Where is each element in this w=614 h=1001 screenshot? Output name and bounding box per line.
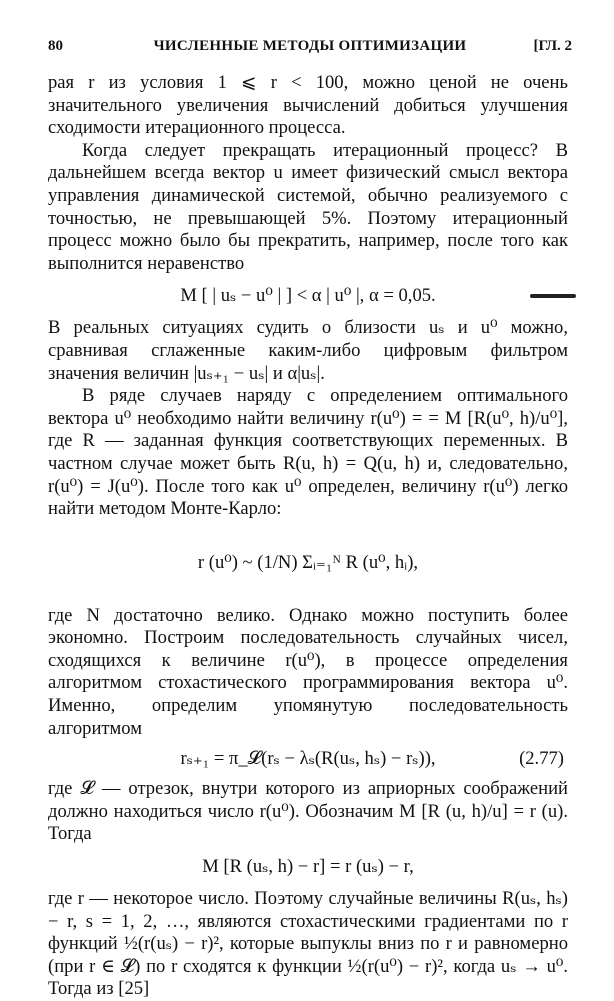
chapter-label: [ГЛ. 2 <box>533 38 572 54</box>
paragraph-continuation: рая r из условия 1 ⩽ r < 100, можно ценой не очень значительного увеличения вычислений добиться улучшения сходимости итерационного процесса. <box>48 72 568 139</box>
paragraph-stopping-criterion: Когда следует прекращать итерационный процесс? В дальнейшем всегда вектор u имеет физический смысл вектора управления динамической системой, обычно реализуемого с точностью, не превышающей 5%. Поэтому итерационный процесс можно было бы прекратить, например, после того как выполнится неравенство <box>48 139 568 274</box>
paragraph-sequence: где N достаточно велико. Однако можно поступить более экономно. Построим последовательность случайных чисел, сходящихся к величине r(u⁰), в процессе определения алгоритмом стохастического программирования вектора u⁰. Именно, определим упомянутую последовательность алгоритмом <box>48 604 568 739</box>
paragraph-gradients: где r — некоторое число. Поэтому случайные величины R(uₛ, hₛ) − r, s = 1, 2, …, являются стохастическими градиентами по r функций ½(r(uₛ) − r)², которые выпуклы вниз по r и равномерно (при r ∈ 𝓛) по r сходятся к функции ½(r(u⁰) − r)², когда uₛ → u⁰. Тогда из [25] <box>48 888 568 1000</box>
monte-carlo-text: r (u⁰) ~ (1/N) Σᵢ₌₁ᴺ R (u⁰, hᵢ), <box>197 551 419 573</box>
page-body <box>48 72 568 1001</box>
running-header <box>48 38 572 60</box>
algorithm-text: rₛ₊₁ = π_𝓛(rₛ − λₛ(R(uₛ, hₛ) − rₛ)), <box>180 748 436 770</box>
inequality-text: M [ | uₛ − u⁰ | ] < α | u⁰ |, α = 0,05. <box>180 285 436 307</box>
monte-carlo-formula <box>48 521 568 605</box>
expectation-formula <box>48 846 568 888</box>
page-number: 80 <box>48 38 63 54</box>
paragraph-segment: где 𝓛 — отрезок, внутри которого из априорных соображений должно находиться число r(u⁰). Обозначим M [R (u, h)/u] = r (u). Тогда <box>48 778 568 845</box>
print-smudge <box>530 294 576 298</box>
paragraph-real-situations: В реальных ситуациях судить о близости uₛ и u⁰ можно, сравнивая сглаженные каким-либо цифровым фильтром значения величин |uₛ₊₁ − uₛ| и α|uₛ|. <box>48 317 568 384</box>
inequality-formula <box>48 275 568 317</box>
algorithm-formula <box>48 740 568 778</box>
header-title: ЧИСЛЕННЫЕ МЕТОДЫ ОПТИМИЗАЦИИ <box>153 38 467 54</box>
expectation-text: M [R (uₛ, h) − r] = r (uₛ) − r, <box>202 856 414 878</box>
equation-number: (2.77) <box>519 748 564 770</box>
paragraph-optimal-vector: В ряде случаев наряду с определением оптимального вектора u⁰ необходимо найти величину r(u⁰) = = M [R(u⁰, h)/u⁰], где R — заданная функция соответствующих переменных. В частном случае может быть R(u, h) = Q(u, h) и, следовательно, r(u⁰) = J(u⁰). После того как u⁰ определен, величину r(u⁰) легко найти методом Монте-Карло: <box>48 385 568 520</box>
